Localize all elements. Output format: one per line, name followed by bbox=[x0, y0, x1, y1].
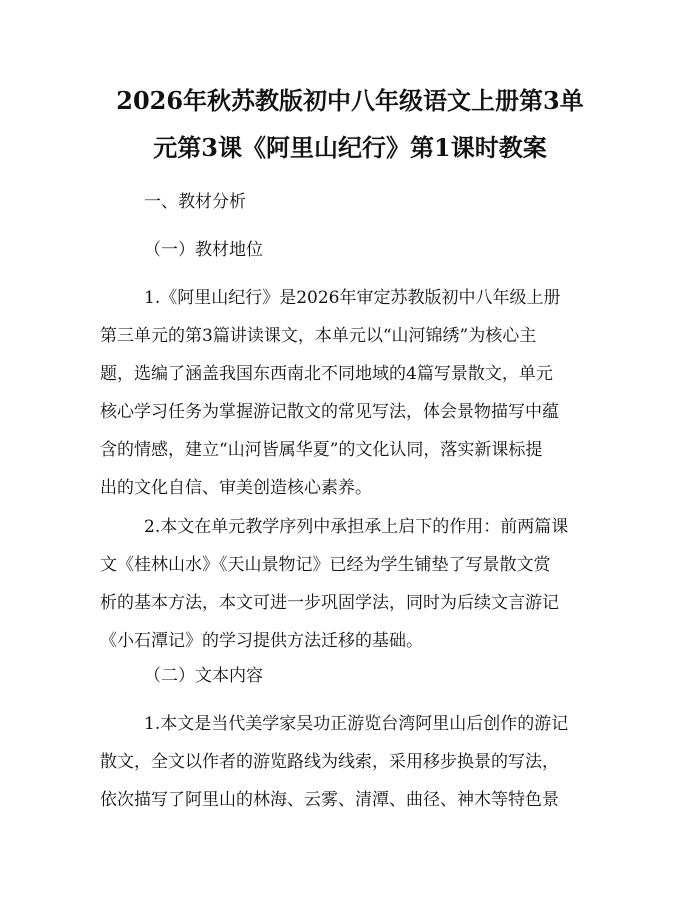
paragraph-3 bbox=[100, 705, 620, 819]
paragraph-line: 核心学习任务为掌握游记散文的常见写法，体会景物描写中蕴 bbox=[100, 402, 559, 422]
paragraph-line: 题，选编了涵盖我国东西南北不同地域的4篇写景散文，单元 bbox=[100, 364, 553, 384]
paragraph-2 bbox=[100, 508, 620, 660]
paragraph-line: 1.《阿里山纪行》是2026年审定苏教版初中八年级上册 bbox=[144, 288, 561, 308]
paragraph-line: 第三单元的第3篇讲读课文，本单元以“山河锦绣”为核心主 bbox=[100, 326, 537, 346]
paragraph-line: 《小石潭记》的学习提供方法迁移的基础。 bbox=[100, 631, 423, 651]
paragraph-line: 含的情感，建立“山河皆属华夏”的文化认同，落实新课标提 bbox=[100, 440, 543, 460]
section-heading-1: 一、教材分析 bbox=[144, 192, 246, 212]
title-line-1: 2026年秋苏教版初中八年级语文上册第3单 bbox=[116, 86, 584, 115]
subsection-heading-2: （二）文本内容 bbox=[144, 666, 263, 686]
paragraph-line: 散文，全文以作者的游览路线为线索，采用移步换景的写法， bbox=[100, 752, 559, 772]
paragraph-line: 2.本文在单元教学序列中承担承上启下的作用：前两篇课 bbox=[144, 517, 569, 537]
title-line-2: 元第3课《阿里山纪行》第1课时教案 bbox=[153, 133, 547, 162]
paragraph-line: 出的文化自信、审美创造核心素养。 bbox=[100, 478, 372, 498]
paragraph-line: 1.本文是当代美学家吴功正游览台湾阿里山后创作的游记 bbox=[144, 714, 569, 734]
paragraph-line: 析的基本方法，本文可进一步巩固学法，同时为后续文言游记 bbox=[100, 593, 559, 613]
subsection-heading-1: （一）教材地位 bbox=[144, 240, 263, 260]
paragraph-line: 文《桂林山水》《天山景物记》已经为学生铺垫了写景散文赏 bbox=[100, 555, 551, 575]
paragraph-line: 依次描写了阿里山的林海、云雾、清潭、曲径、神木等特色景 bbox=[100, 790, 559, 810]
paragraph-1 bbox=[100, 279, 620, 507]
